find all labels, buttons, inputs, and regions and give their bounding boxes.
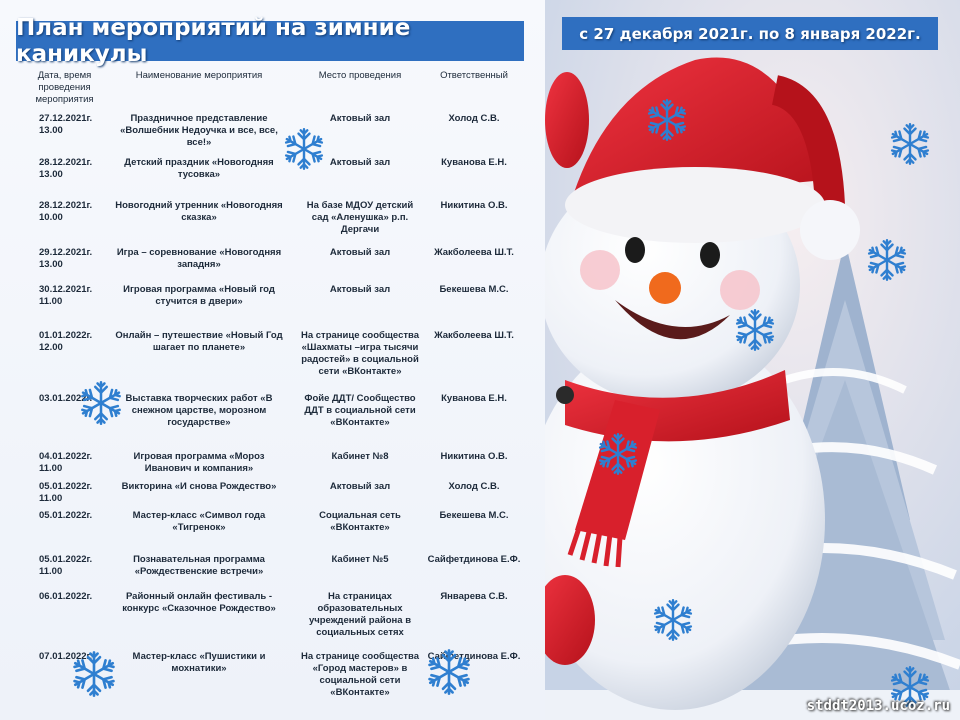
cell-date: 05.01.2022г.	[39, 510, 93, 521]
cell-responsible: Холод С.В.	[448, 481, 500, 492]
cell-date: 29.12.2021г. 13.00	[39, 247, 93, 270]
cell-place: Актовый зал	[329, 113, 391, 124]
cell-event: Праздничное представление «Волшебник Недоучка и все, все, все!»	[120, 113, 278, 148]
cell-event: Игра – соревнование «Новогодняя западня»	[116, 247, 282, 270]
cell-responsible: Холод С.В.	[448, 113, 500, 124]
cell-event: Районный онлайн фестиваль - конкурс «Сказочное Рождество»	[122, 591, 276, 614]
column-header-date: Дата, время проведения мероприятия	[35, 70, 94, 105]
cell-date: 06.01.2022г.	[39, 591, 93, 602]
cell-responsible: Никитина О.В.	[440, 451, 508, 462]
cell-date: 27.12.2021г. 13.00	[39, 113, 93, 136]
cell-responsible: Бекешева М.С.	[439, 284, 509, 295]
cell-date: 28.12.2021г. 13.00	[39, 157, 93, 180]
winter-illustration	[545, 0, 960, 720]
cell-place: Актовый зал	[329, 284, 391, 295]
snowflake-icon	[70, 650, 118, 698]
cell-date: 30.12.2021г. 11.00	[39, 284, 93, 307]
cell-event: Новогодний утренник «Новогодняя сказка»	[115, 200, 283, 223]
cell-place: Фойе ДДТ/ Сообщество ДДТ в социальной сети «ВКонтакте»	[304, 393, 416, 428]
snowflake-icon	[78, 380, 124, 426]
snowflake-icon	[596, 432, 640, 476]
cell-place: Кабинет №5	[331, 554, 389, 565]
cell-date: 04.01.2022г. 11.00	[39, 451, 93, 474]
cell-place: На страницах образовательных учреждений района в социальных сетях	[308, 591, 412, 638]
cell-event: Онлайн – путешествие «Новый Год шагает по планете»	[115, 330, 283, 353]
column-header-responsible: Ответственный	[440, 70, 508, 81]
snowflake-icon	[425, 648, 473, 696]
cell-place: На базе МДОУ детский сад «Аленушка» р.п. Дергачи	[306, 200, 414, 235]
cell-responsible: Сайфетдинова Е.Ф.	[427, 554, 521, 565]
cell-responsible: Куванова Е.Н.	[441, 157, 507, 168]
cell-responsible: Бекешева М.С.	[439, 510, 509, 521]
cell-responsible: Никитина О.В.	[440, 200, 508, 211]
cell-event: Мастер-класс «Символ года «Тигренок»	[132, 510, 266, 533]
snowflake-icon	[733, 308, 777, 352]
cell-place: Кабинет №8	[331, 451, 389, 462]
cell-responsible: Жакболеева Ш.Т.	[434, 247, 514, 258]
cell-place: На странице сообщества «Город мастеров» в социальной сети «ВКонтакте»	[300, 651, 419, 698]
cell-place: Актовый зал	[329, 247, 391, 258]
column-header-place: Место проведения	[318, 70, 402, 81]
cell-event: Игровая программа «Мороз Иванович и компания»	[133, 451, 265, 474]
cell-date: 03.01.2022г.	[39, 393, 93, 404]
date-range-banner: с 27 декабря 2021г. по 8 января 2022г.	[562, 17, 938, 50]
site-watermark: stddt2013.ucoz.ru	[806, 698, 950, 714]
cell-responsible: Сайфетдинова Е.Ф.	[427, 651, 521, 662]
cell-event: Викторина «И снова Рождество»	[121, 481, 277, 492]
snowflake-icon	[865, 238, 909, 282]
cell-date: 07.01.2022г.	[39, 651, 93, 662]
snowman-illustration	[545, 0, 960, 720]
page-title: План мероприятий на зимние каникулы	[16, 21, 524, 61]
cell-place: Социальная сеть «ВКонтакте»	[319, 510, 401, 533]
cell-date: 28.12.2021г. 10.00	[39, 200, 93, 223]
snowflake-icon	[888, 122, 932, 166]
snowflake-icon	[282, 127, 326, 171]
cell-place: Актовый зал	[329, 157, 391, 168]
cell-date: 05.01.2022г. 11.00	[39, 554, 93, 577]
cell-date: 01.01.2022г. 12.00	[39, 330, 93, 353]
cell-place: Актовый зал	[329, 481, 391, 492]
cell-event: Мастер-класс «Пушистики и мохнатики»	[132, 651, 266, 674]
column-header-event: Наименование мероприятия	[135, 70, 263, 81]
cell-responsible: Январева С.В.	[440, 591, 508, 602]
snowflake-icon	[645, 98, 689, 142]
cell-responsible: Жакболеева Ш.Т.	[434, 330, 514, 341]
snowflake-icon	[651, 598, 695, 642]
cell-event: Детский праздник «Новогодняя тусовка»	[124, 157, 274, 180]
cell-responsible: Куванова Е.Н.	[441, 393, 507, 404]
cell-event: Выставка творческих работ «В снежном царстве, морозном государстве»	[125, 393, 273, 428]
cell-event: Познавательная программа «Рождественские встречи»	[133, 554, 265, 577]
cell-event: Игровая программа «Новый год стучится в двери»	[123, 284, 275, 307]
cell-date: 05.01.2022г. 11.00	[39, 481, 93, 504]
cell-place: На странице сообщества «Шахматы –игра тысячи радостей» в социальной сети «ВКонтакте»	[300, 330, 419, 377]
